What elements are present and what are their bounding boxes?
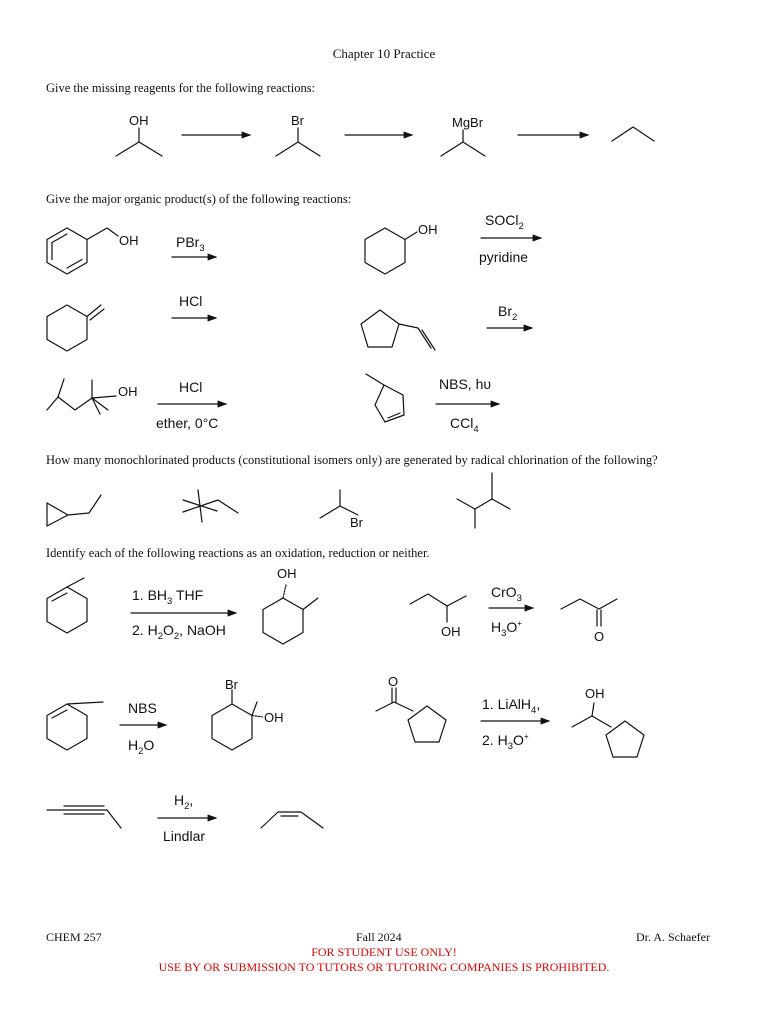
svg-text:Br: Br <box>291 113 304 128</box>
svg-text:OH: OH <box>264 710 284 725</box>
svg-text:H2O: $H_2O$ <box>128 737 155 757</box>
cyclohexanol-structure <box>365 222 438 274</box>
svg-text:PBr3: PBr$_3$ <box>176 234 205 254</box>
svg-text:1. BH3 THF: 1. $BH_3$ THF <box>132 587 204 607</box>
methylcyclohexanol-structure <box>263 566 318 644</box>
methylcyclohexene-structure-2 <box>47 702 103 750</box>
svg-text:O: O <box>388 674 399 689</box>
svg-text:SOCl2: SOCl$_2$ <box>485 212 524 232</box>
footer-instructor: Dr. A. Schaefer <box>636 930 710 944</box>
pentyne-structure <box>47 806 121 828</box>
svg-text:ether, 0°C: ether, 0°C <box>156 415 219 431</box>
dimethylbutane-structure <box>183 490 238 522</box>
cyclopentyl-ketone-structure <box>376 674 446 742</box>
question-4: Identify each of the following reactions as an oxidation, reduction or neither. <box>46 546 430 560</box>
svg-text:2. H3O+: 2. $H_3O^+$ <box>482 732 529 752</box>
svg-text:H2,: $H_2$, <box>174 792 194 812</box>
methylcyclopentene-structure <box>366 374 404 422</box>
svg-text:OH: OH <box>441 624 461 639</box>
benzyl-alcohol-structure <box>47 228 139 274</box>
propane-structure <box>612 127 654 141</box>
footer-term: Fall 2024 <box>356 930 402 944</box>
grignard-structure <box>441 115 485 156</box>
cis-pentene-structure <box>261 812 323 828</box>
svg-text:H3O+: $H_3O^+$ <box>491 619 522 639</box>
isopropyl-bromide-structure <box>276 113 320 156</box>
ethylcyclopropane-structure <box>47 495 101 526</box>
svg-text:Br: Br <box>225 677 238 692</box>
question-1: Give the missing reagents for the following reactions: <box>46 81 316 95</box>
footer-warning: FOR STUDENT USE ONLY! <box>311 945 457 959</box>
methylcyclohexene-structure <box>47 578 87 633</box>
svg-text:pyridine: pyridine <box>479 249 529 265</box>
methylenecyclohexane-structure <box>47 305 104 351</box>
svg-text:CrO3: CrO$_3$ <box>491 584 522 604</box>
page-title: Chapter 10 Practice <box>332 46 436 61</box>
svg-text:MgBr: MgBr <box>452 115 484 130</box>
vinylcyclopentane-structure <box>361 310 435 350</box>
butanol-structure <box>410 594 466 639</box>
footer-course: CHEM 257 <box>46 930 102 944</box>
svg-text:Br2: $Br_2$ <box>498 303 518 323</box>
cyclopentyl-ethanol-structure <box>572 686 644 757</box>
bromohydrin-structure <box>212 677 284 750</box>
svg-text:NBS, hυ: NBS, hυ <box>439 376 492 392</box>
svg-text:Br: Br <box>350 515 363 530</box>
question-3: How many monochlorinated products (constitutional isomers only) are generated by radical chlorination of the following? <box>46 453 658 467</box>
svg-text:O: O <box>594 629 605 644</box>
branched-alcohol-structure <box>47 379 138 414</box>
butanone-structure <box>561 599 617 644</box>
svg-text:OH: OH <box>277 566 297 581</box>
svg-text:OH: OH <box>118 384 138 399</box>
svg-text:Lindlar: Lindlar <box>163 828 206 844</box>
svg-text:OH: OH <box>585 686 605 701</box>
svg-text:OH: OH <box>119 233 139 248</box>
isopropanol-structure <box>116 113 162 156</box>
svg-text:1. LiAlH4,: 1. LiAlH$_4$, <box>482 696 541 716</box>
trimethylbutane-structure <box>457 473 510 528</box>
bromopropane-structure <box>320 490 364 530</box>
svg-text:CCl4: CCl$_4$ <box>450 415 479 435</box>
question-2: Give the major organic product(s) of the following reactions: <box>46 192 352 206</box>
svg-text:NBS: NBS <box>128 700 157 716</box>
svg-text:2. H2O2, NaOH: 2. $H_2O_2$, NaOH <box>132 622 226 642</box>
footer-warning: USE BY OR SUBMISSION TO TUTORS OR TUTORING COMPANIES IS PROHIBITED. <box>158 960 610 974</box>
svg-text:HCl: HCl <box>179 293 203 309</box>
svg-text:HCl: HCl <box>179 379 203 395</box>
svg-text:OH: OH <box>418 222 438 237</box>
svg-text:OH: OH <box>129 113 149 128</box>
